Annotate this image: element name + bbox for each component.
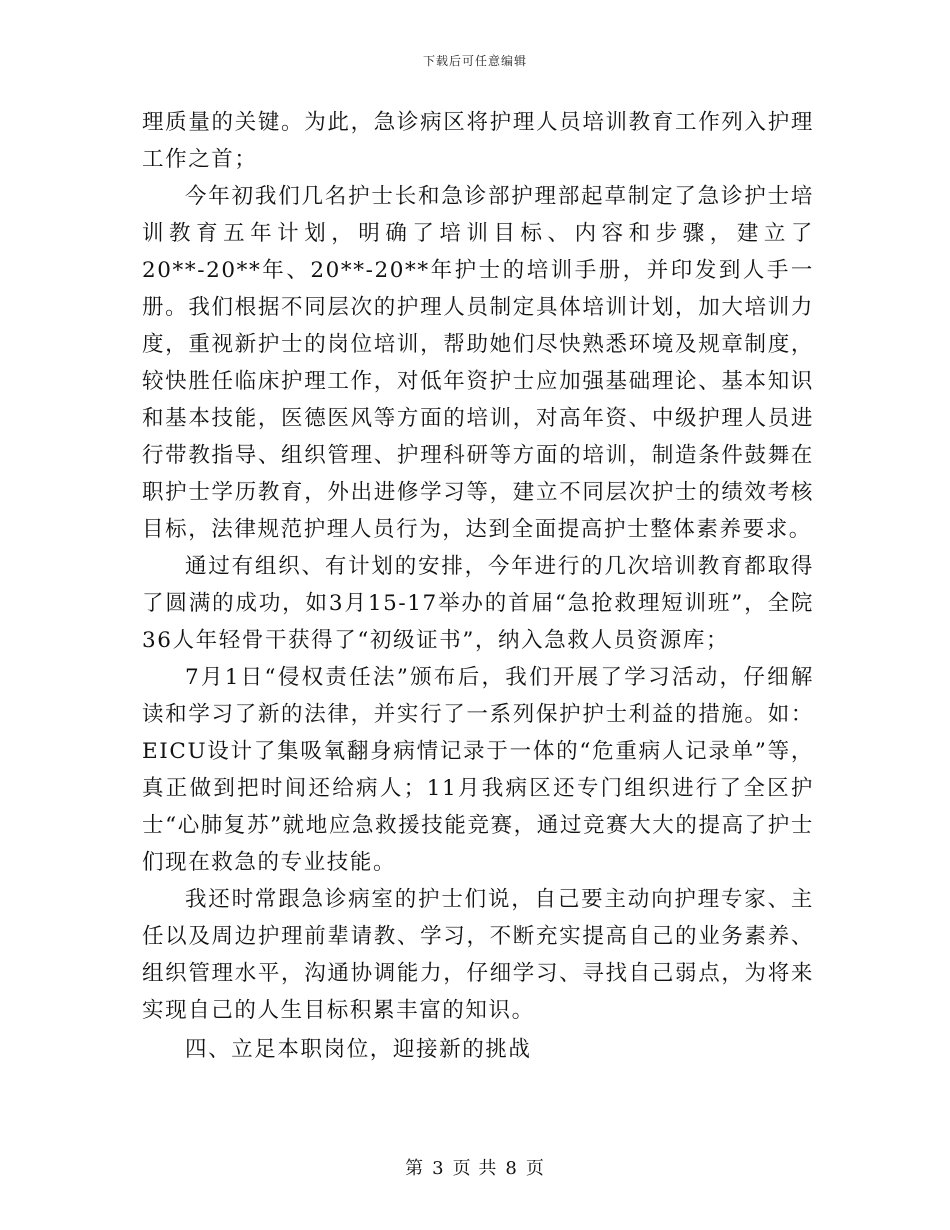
paragraph-training-plan: 今年初我们几名护士长和急诊部护理部起草制定了急诊护士培训教育五年计划，明确了培训目标、内容和步骤，建立了20**-20**年、20**-20**年护士的培训手册，并印发到人手一册。我们根据不同层次的护理人员制定具体培训计划，加大培训力度，重视新护士的岗位培训，帮助她们尽快熟悉环境及规章制度，较快胜任临床护理工作，对低年资护士应加强基础理论、基本知识和基本技能，医德医风等方面的培训，对高年资、中级护理人员进行带教指导、组织管理、护理科研等方面的培训，制造条件鼓舞在职护士学历教育，外出进修学习等，建立不同层次护士的绩效考核目标，法律规范护理人员行为，达到全面提高护士整体素养要求。 <box>142 184 814 542</box>
document-body <box>142 104 814 1068</box>
footer-prefix: 第 <box>405 1158 425 1179</box>
paragraph-continuation: 理质量的关键。为此，急诊病区将护理人员培训教育工作列入护理工作之首； <box>142 110 814 172</box>
total-page-number: 8 <box>505 1158 518 1179</box>
page-header: 下载后可任意编辑 <box>422 54 527 68</box>
footer-middle: 页 共 <box>452 1158 498 1179</box>
section-heading-four: 四、立足本职岗位，迎接新的挑战 <box>185 1037 532 1062</box>
paragraph-training-results: 通过有组织、有计划的安排，今年进行的几次培训教育都取得了圆满的成功，如3月15-17举办的首届“急抢救理短训班”，全院36人年轻骨干获得了“初级证书”，纳入急救人员资源库； <box>142 554 814 653</box>
footer-suffix: 页 <box>525 1158 545 1179</box>
page-footer <box>0 1154 950 1180</box>
paragraph-self-improvement: 我还时常跟急诊病室的护士们说，自己要主动向护理专家、主任以及周边护理前辈请教、学习，不断充实提高自己的业务素养、组织管理水平，沟通协调能力，仔细学习、寻找自己弱点，为将来实现自己的人生目标积累丰富的知识。 <box>142 887 814 1023</box>
current-page-number: 3 <box>432 1158 445 1179</box>
paragraph-tort-law: 7月1日“侵权责任法”颁布后，我们开展了学习活动，仔细解读和学习了新的法律，并实行了一系列保护护士利益的措施。如：EICU设计了集吸氧翻身病情记录于一体的“危重病人记录单”等，真正做到把时间还给病人；11月我病区还专门组织进行了全区护士“心肺复苏”就地应急救援技能竞赛，通过竞赛大大的提高了护士们现在救急的专业技能。 <box>142 665 814 875</box>
